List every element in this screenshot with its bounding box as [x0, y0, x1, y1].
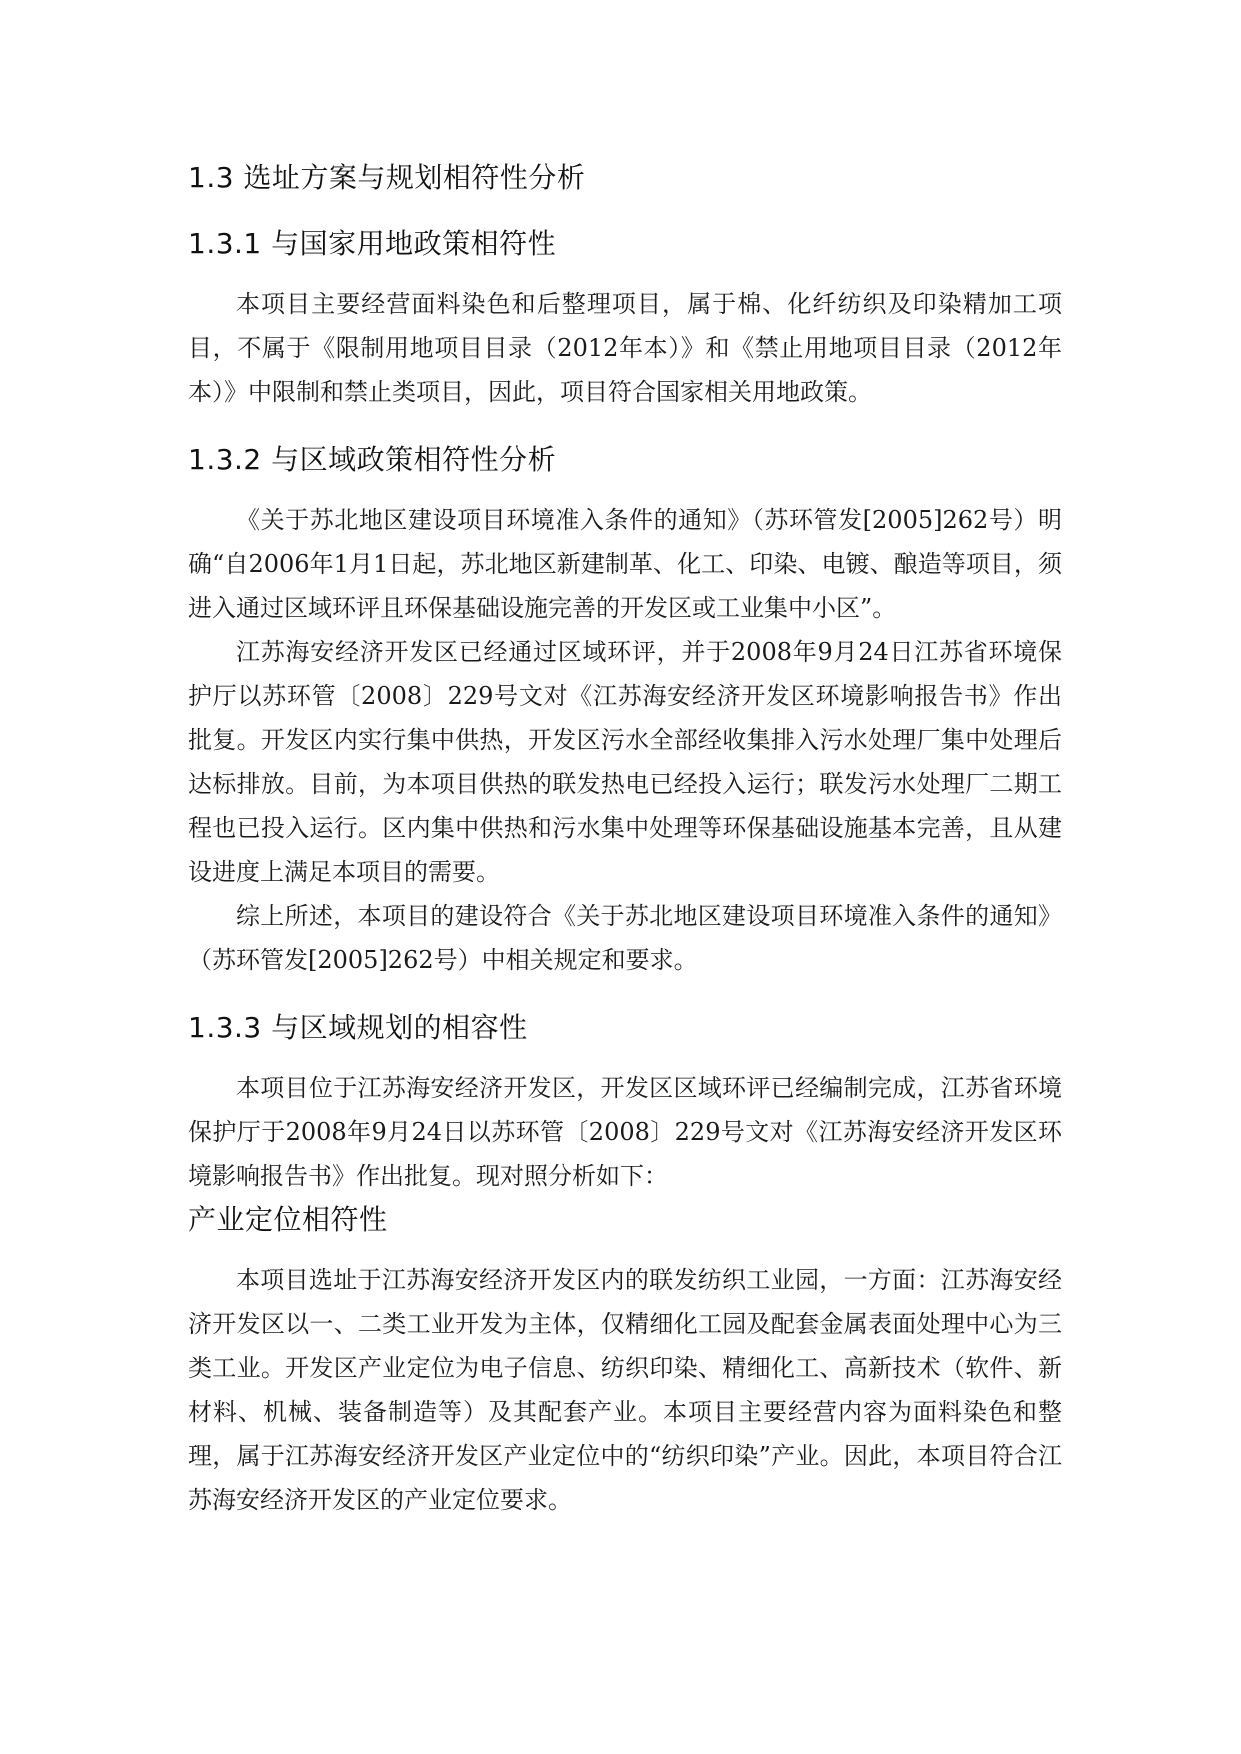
section-1-3-1-heading: 1.3.1 与国家用地政策相符性 — [188, 227, 557, 260]
paragraph: 江苏海安经济开发区已经通过区域环评，并于2008年9月24日江苏省环境保护厅以苏环管〔2008〕229号文对《江苏海安经济开发区环境影响报告书》作出批复。开发区内实行集中供热，开发区污水全部经收集排入污水处理厂集中处理后达标排放。目前，为本项目供热的联发热电已经投入运行；联发污水处理厂二期工程也已投入运行。区内集中供热和污水集中处理等环保基础设施基本完善，且从建设进度上满足本项目的需要。 — [188, 638, 1062, 886]
industry-positioning-heading: 产业定位相符性 — [188, 1203, 388, 1236]
paragraph: 本项目位于江苏海安经济开发区，开发区区域环评已经编制完成，江苏省环境保护厅于2008年9月24日以苏环管〔2008〕229号文对《江苏海安经济开发区环境影响报告书》作出批复。现对照分析如下： — [188, 1074, 1062, 1190]
section-1-3-heading: 1.3 选址方案与规划相符性分析 — [188, 161, 586, 194]
document-page — [188, 158, 1062, 1522]
paragraph: 本项目选址于江苏海安经济开发区内的联发纺织工业园，一方面：江苏海安经济开发区以一、二类工业开发为主体，仅精细化工园及配套金属表面处理中心为三类工业。开发区产业定位为电子信息、纺织印染、精细化工、高新技术（软件、新材料、机械、装备制造等）及其配套产业。本项目主要经营内容为面料染色和整理，属于江苏海安经济开发区产业定位中的“纺织印染”产业。因此，本项目符合江苏海安经济开发区的产业定位要求。 — [188, 1266, 1062, 1514]
paragraph: 《关于苏北地区建设项目环境准入条件的通知》（苏环管发[2005]262号）明确“自2006年1月1日起，苏北地区新建制革、化工、印染、电镀、酿造等项目，须进入通过区域环评且环保基础设施完善的开发区或工业集中小区”。 — [188, 506, 1062, 622]
paragraph: 综上所述，本项目的建设符合《关于苏北地区建设项目环境准入条件的通知》（苏环管发[2005]262号）中相关规定和要求。 — [188, 902, 1062, 974]
section-1-3-2-heading: 1.3.2 与区域政策相符性分析 — [188, 443, 557, 476]
section-1-3-3-heading: 1.3.3 与区域规划的相容性 — [188, 1011, 528, 1044]
paragraph: 本项目主要经营面料染色和后整理项目，属于棉、化纤纺织及印染精加工项目，不属于《限制用地项目目录（2012年本）》和《禁止用地项目目录（2012年本）》中限制和禁止类项目，因此，项目符合国家相关用地政策。 — [188, 290, 1062, 406]
